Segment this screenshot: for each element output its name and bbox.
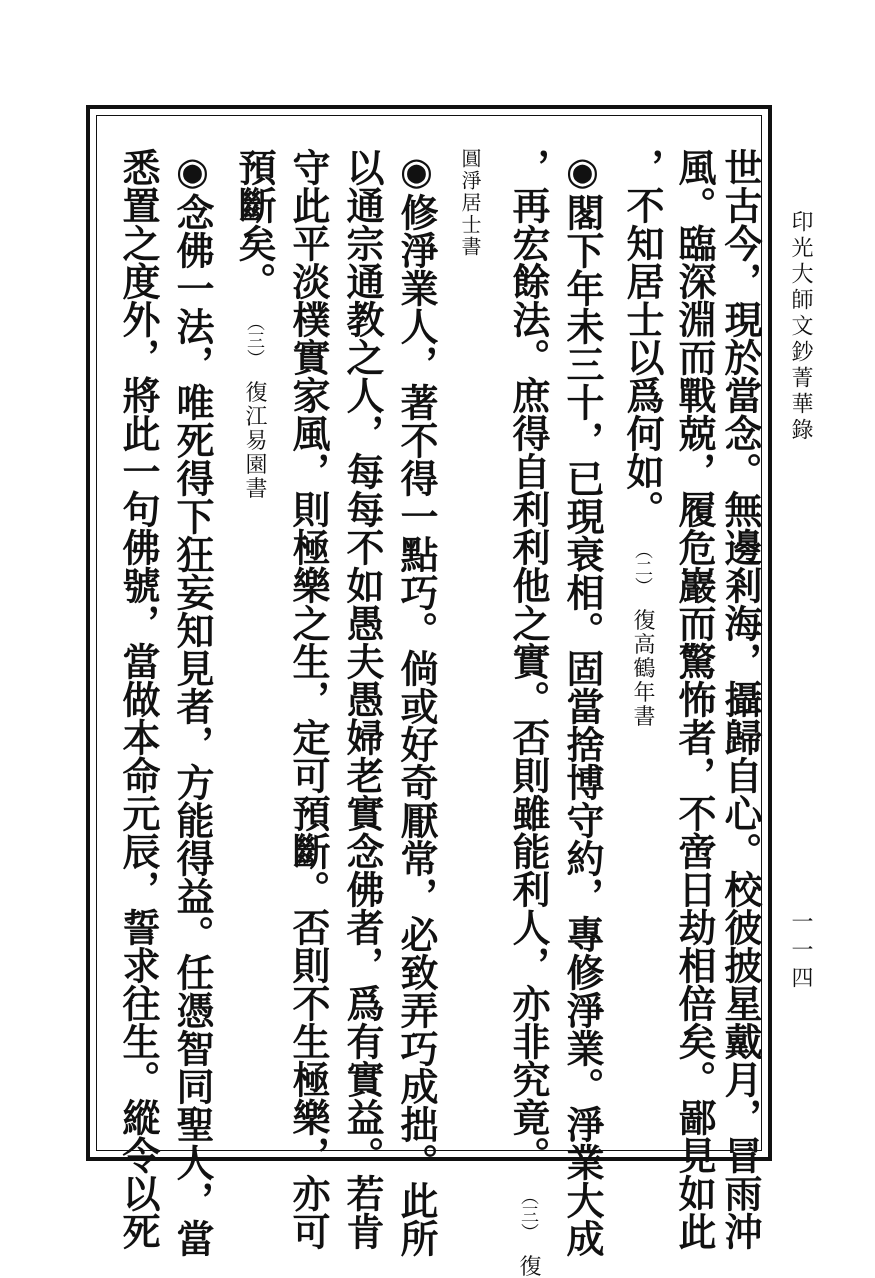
page-number: 一一四: [788, 910, 813, 994]
text-column-10: [232, 148, 276, 1138]
text-column-9: [286, 148, 331, 1250]
column-text: ，不知居士以爲何如。: [620, 148, 665, 528]
column-text: 預斷矣。: [232, 148, 277, 300]
column-text: 以通宗通教之人，每每不如愚夫愚婦老實念佛者，爲有實益。若肯: [340, 148, 385, 1250]
note-number: （三）: [244, 313, 265, 368]
text-column-3: [620, 148, 664, 1138]
column-text: ◉念佛一法，唯死得下狂妄知見者，方能得益。任憑智同聖人，當: [170, 148, 215, 1257]
text-column-1: [718, 148, 763, 1250]
text-column-2: [672, 148, 717, 1250]
text-column-8: [340, 148, 385, 1250]
text-column-11: [170, 148, 215, 1257]
column-text: 風。臨深淵而戰兢，履危巖而驚怖者，不啻日劫相倍矣。鄙見如此: [672, 148, 717, 1250]
column-text: ，再宏餘法。庶得自利利他之實。否則雖能利人，亦非究竟。: [506, 148, 551, 1174]
column-text: 世古今，現於當念。無邊剎海，攝歸自心。校彼披星戴月，冒雨沖: [718, 148, 763, 1250]
note-title: 復江易園書: [242, 380, 267, 501]
column-text: 圓淨居士書: [458, 148, 482, 258]
text-column-6: [455, 148, 485, 448]
text-column-7: [394, 148, 439, 1257]
text-column-4: [560, 148, 605, 1257]
column-text: 守此平淡樸實家風，則極樂之生，定可預斷。否則不生極樂，亦可: [286, 148, 331, 1250]
column-text: ◉修淨業人，著不得一點巧。倘或好奇厭常，必致弄巧成拙。此所: [394, 148, 439, 1257]
book-title: 印光大師文鈔菁華錄: [788, 210, 813, 444]
text-column-12: [116, 148, 161, 1250]
note-number: （三）: [518, 1187, 539, 1242]
note-number: （二）: [632, 541, 653, 596]
column-text: ◉閣下年未三十，已現衰相。固當捨博守約，專修淨業。淨業大成: [560, 148, 605, 1257]
text-column-5: [506, 148, 551, 1278]
note-title: 復高鶴年書: [630, 608, 655, 729]
note-title: 復: [516, 1254, 541, 1278]
column-text: 悉置之度外，將此一句佛號，當做本命元辰，誓求往生。縱令以死: [116, 148, 161, 1250]
